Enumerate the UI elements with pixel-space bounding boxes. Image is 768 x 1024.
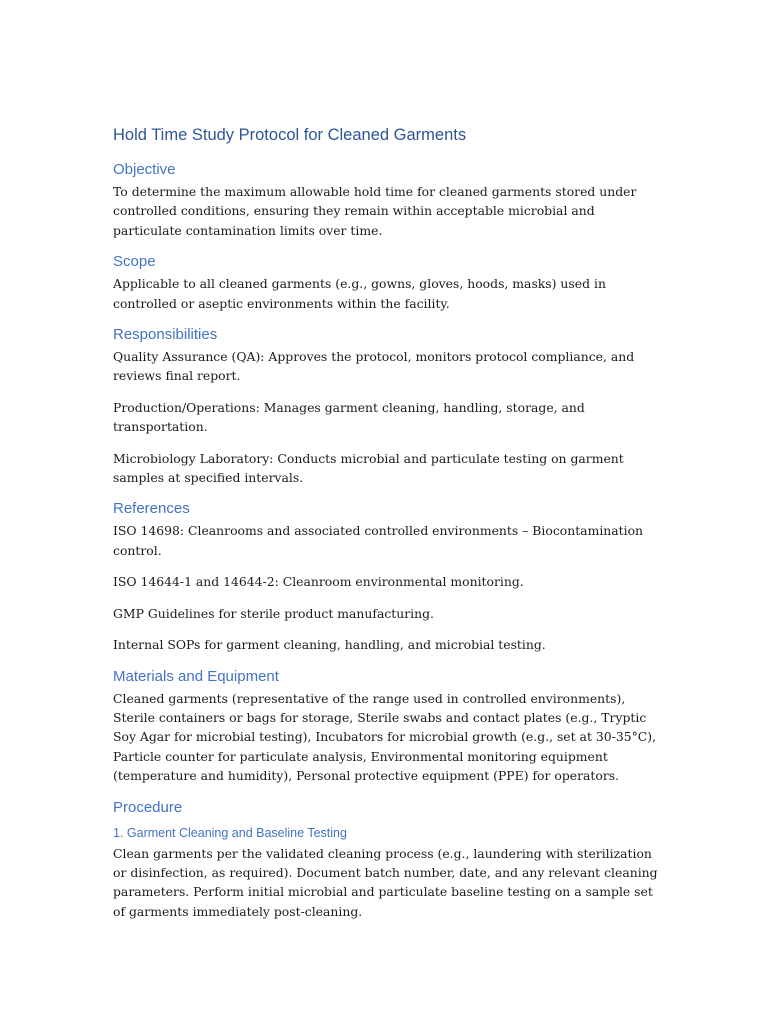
document-title: Hold Time Study Protocol for Cleaned Garments bbox=[113, 126, 467, 144]
objective-text: To determine the maximum allowable hold time for cleaned garments stored under controlled conditions, ensuring they remain within acceptable microbial and particulate contamination limits over time. bbox=[113, 184, 637, 238]
materials-text: Cleaned garments (representative of the range used in controlled environments), Sterile containers or bags for storage, Sterile swabs and contact plates (e.g., Tryptic Soy Agar for microbial testing), Incubators for microbial growth (e.g., set at 30-35°C), Particle counter for particulate analysis, Environmental monitoring equipment (temperature and humidity), Personal protective equipment (PPE) for operators. bbox=[113, 690, 657, 784]
responsibility-item: Microbiology Laboratory: Conducts microbial and particulate testing on garment samples at specified intervals. bbox=[113, 450, 624, 486]
reference-item: GMP Guidelines for sterile product manufacturing. bbox=[113, 605, 434, 621]
objective-heading: Objective bbox=[113, 161, 176, 178]
reference-item: ISO 14698: Cleanrooms and associated controlled environments – Biocontamination control. bbox=[113, 523, 644, 558]
procedure-step-text: Clean garments per the validated cleaning process (e.g., laundering with sterilization or disinfection, as required). Document batch number, date, and any relevant cleaning parameters. Perform initial microbial and particulate baseline testing on a sample set of garments immediately post-cleaning. bbox=[113, 845, 658, 919]
materials-section bbox=[113, 667, 658, 786]
scope-section bbox=[113, 252, 658, 313]
references-section bbox=[113, 499, 658, 654]
procedure-section bbox=[113, 798, 658, 922]
reference-item: ISO 14644-1 and 14644-2: Cleanroom environmental monitoring. bbox=[113, 574, 524, 590]
responsibilities-heading: Responsibilities bbox=[113, 326, 218, 344]
references-heading: References bbox=[113, 500, 190, 518]
scope-heading: Scope bbox=[113, 253, 156, 271]
procedure-heading: Procedure bbox=[113, 798, 183, 816]
responsibilities-section bbox=[113, 325, 658, 487]
procedure-step-heading: 1. Garment Cleaning and Baseline Testing bbox=[113, 825, 347, 840]
reference-item: Internal SOPs for garment cleaning, handling, and microbial testing. bbox=[113, 637, 546, 653]
scope-text: Applicable to all cleaned garments (e.g., gowns, gloves, hoods, masks) used in controlled or aseptic environments within the facility. bbox=[113, 276, 606, 311]
responsibility-item: Quality Assurance (QA): Approves the protocol, monitors protocol compliance, and reviews final report. bbox=[113, 349, 635, 384]
objective-section bbox=[113, 160, 658, 240]
document-page bbox=[113, 124, 658, 933]
responsibility-item: Production/Operations: Manages garment cleaning, handling, storage, and transportation. bbox=[113, 399, 585, 435]
materials-heading: Materials and Equipment bbox=[113, 667, 279, 685]
